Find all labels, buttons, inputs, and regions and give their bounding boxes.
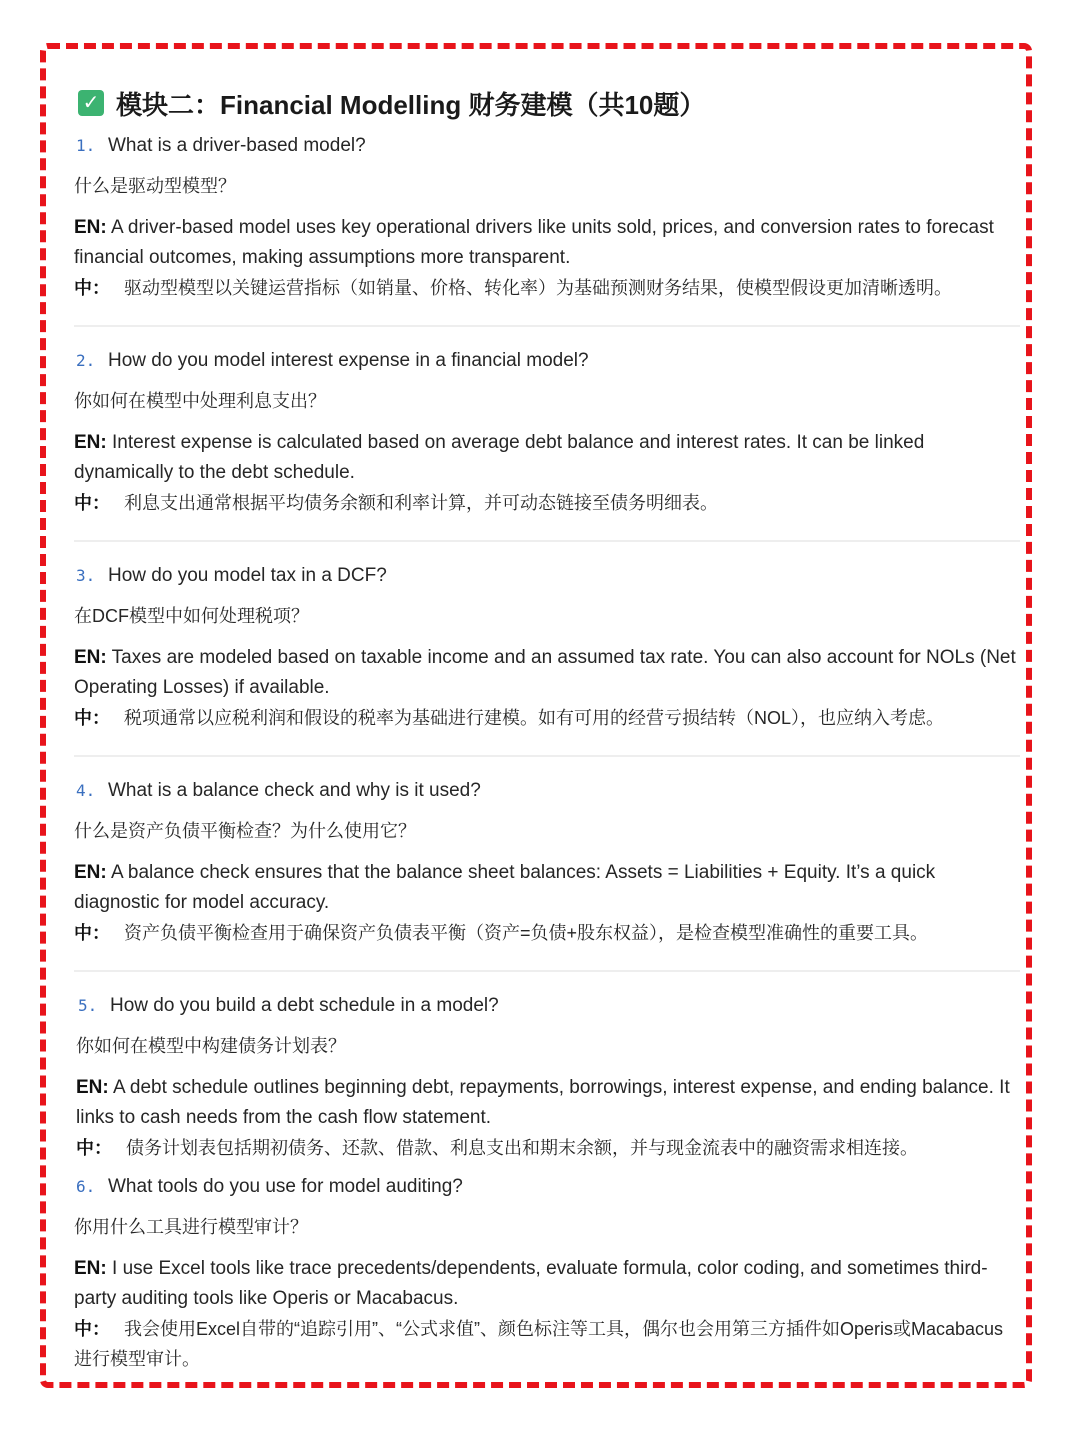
answer-en — [74, 1254, 1020, 1314]
question-number: 3. — [76, 566, 96, 585]
question-text: How do you model tax in a DCF? — [108, 565, 387, 586]
question-zh: 你如何在模型中处理利息支出？ — [74, 391, 326, 411]
zh-label: 中： — [74, 493, 110, 513]
en-label: EN: — [76, 1077, 109, 1098]
zh-label: 中： — [74, 278, 110, 298]
en-label: EN: — [74, 647, 107, 668]
question-zh: 你如何在模型中构建债务计划表？ — [76, 1036, 346, 1056]
question-number: 5. — [78, 996, 98, 1015]
answer-en-text: A driver-based model uses key operational drivers like units sold, prices, and conversion rates to forecast financial outcomes, making assumptions more transparent. — [74, 217, 994, 268]
question-text: How do you model interest expense in a financial model? — [108, 350, 589, 371]
answer-en-text: Taxes are modeled based on taxable income and an assumed tax rate. You can also account for NOLs (Net Operating Losses) if available. — [74, 647, 1016, 698]
answer-zh — [76, 1133, 1020, 1163]
qa-item-4 — [74, 779, 1020, 948]
en-label: EN: — [74, 862, 107, 883]
answer-en — [76, 1073, 1020, 1133]
answer-en-text: I use Excel tools like trace precedents/dependents, evaluate formula, color coding, and sometimes third-party auditing tools like Operis or Macabacus. — [74, 1258, 988, 1309]
document-content — [74, 84, 1020, 1374]
divider — [74, 325, 1020, 327]
question-number: 4. — [76, 781, 96, 800]
zh-label: 中： — [76, 1138, 112, 1158]
question-text: How do you build a debt schedule in a model? — [110, 995, 499, 1016]
answer-zh-text: 债务计划表包括期初债务、还款、借款、利息支出和期末余额，并与现金流表中的融资需求相连接。 — [126, 1138, 918, 1158]
module-title — [78, 84, 1020, 122]
answer-zh — [74, 918, 1020, 948]
answer-en — [74, 858, 1020, 918]
question-zh: 在DCF模型中如何处理税项？ — [74, 606, 309, 626]
question-text: What is a driver-based model? — [108, 135, 366, 156]
qa-item-5 — [76, 994, 1020, 1163]
question-en — [74, 564, 1020, 588]
answer-zh — [74, 703, 1020, 733]
answer-en-text: Interest expense is calculated based on average debt balance and interest rates. It can be linked dynamically to the debt schedule. — [74, 432, 925, 483]
question-number: 6. — [76, 1177, 96, 1196]
answer-zh — [74, 1314, 1020, 1374]
en-label: EN: — [74, 1258, 107, 1279]
answer-en — [74, 428, 1020, 488]
question-en — [74, 349, 1020, 373]
qa-item-6 — [74, 1175, 1020, 1374]
answer-en-text: A debt schedule outlines beginning debt, repayments, borrowings, interest expense, and ending balance. It links to cash needs from the cash flow statement. — [76, 1077, 1010, 1128]
question-text: What tools do you use for model auditing? — [108, 1176, 463, 1197]
question-en — [74, 134, 1020, 158]
answer-zh-text: 利息支出通常根据平均债务余额和利率计算，并可动态链接至债务明细表。 — [124, 493, 718, 513]
question-zh: 什么是资产负债平衡检查？为什么使用它？ — [74, 821, 416, 841]
question-en — [74, 779, 1020, 803]
question-text: What is a balance check and why is it used? — [108, 780, 481, 801]
question-zh: 你用什么工具进行模型审计？ — [74, 1217, 308, 1237]
zh-label: 中： — [74, 923, 110, 943]
qa-item-2 — [74, 349, 1020, 518]
answer-zh-text: 驱动型模型以关键运营指标（如销量、价格、转化率）为基础预测财务结果，使模型假设更加清晰透明。 — [124, 278, 952, 298]
zh-label: 中： — [74, 708, 110, 728]
question-en — [76, 994, 1020, 1018]
question-zh: 什么是驱动型模型？ — [74, 176, 236, 196]
module-title-text: 模块二：Financial Modelling 财务建模（共10题） — [116, 89, 706, 120]
answer-en — [74, 213, 1020, 273]
answer-zh-text: 我会使用Excel自带的“追踪引用”、“公式求值”、颜色标注等工具，偶尔也会用第三方插件如Operis或Macabacus进行模型审计。 — [74, 1319, 1004, 1369]
answer-zh — [74, 488, 1020, 518]
qa-item-3 — [74, 564, 1020, 733]
answer-zh-text: 税项通常以应税利润和假设的税率为基础进行建模。如有可用的经营亏损结转（NOL），也应纳入考虑。 — [124, 708, 945, 728]
question-number: 1. — [76, 136, 96, 155]
check-mark-icon: ✓ — [78, 90, 104, 116]
qa-item-1 — [74, 134, 1020, 303]
divider — [74, 540, 1020, 542]
divider — [74, 755, 1020, 757]
divider — [74, 970, 1020, 972]
answer-zh — [74, 273, 1020, 303]
question-number: 2. — [76, 351, 96, 370]
answer-en — [74, 643, 1020, 703]
en-label: EN: — [74, 432, 107, 453]
zh-label: 中： — [74, 1319, 110, 1339]
question-en — [74, 1175, 1020, 1199]
answer-zh-text: 资产负债平衡检查用于确保资产负债表平衡（资产=负债+股东权益），是检查模型准确性的重要工具。 — [124, 923, 929, 943]
en-label: EN: — [74, 217, 107, 238]
answer-en-text: A balance check ensures that the balance sheet balances: Assets = Liabilities + Equity. It’s a quick diagnostic for model accuracy. — [74, 862, 936, 913]
